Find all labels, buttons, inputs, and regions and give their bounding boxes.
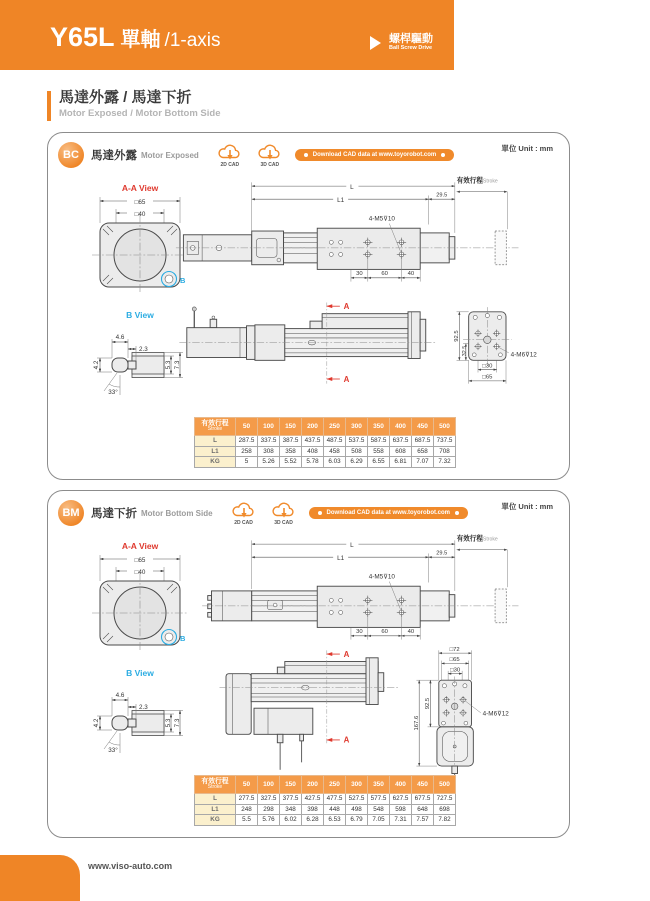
- value-cell: 327.5: [258, 794, 280, 805]
- value-cell: 708: [434, 446, 456, 457]
- dim-label: 4-M6⊽12: [482, 710, 509, 718]
- stroke-column-header: 50: [236, 776, 258, 794]
- dim-label: 30: [356, 629, 363, 636]
- value-cell: 498: [346, 804, 368, 815]
- value-cell: 7.32: [434, 457, 456, 468]
- stroke-column-header: 350: [368, 776, 390, 794]
- value-cell: 677.5: [412, 794, 434, 805]
- value-cell: 377.5: [280, 794, 302, 805]
- value-cell: 648: [412, 804, 434, 815]
- value-cell: 698: [434, 804, 456, 815]
- dim-label: 92.5: [425, 697, 431, 710]
- value-cell: 458: [324, 446, 346, 457]
- value-cell: 5: [236, 457, 258, 468]
- stroke-column-header: 150: [280, 418, 302, 436]
- stroke-column-header: 450: [412, 418, 434, 436]
- dim-label: 40: [407, 629, 415, 636]
- value-cell: 558: [368, 446, 390, 457]
- row-label-cell: L1: [195, 446, 236, 457]
- unit-label: 單位 Unit : mm: [501, 502, 553, 511]
- value-cell: 598: [390, 804, 412, 815]
- bm-spec-table: [194, 775, 456, 826]
- accent-bar: [47, 91, 51, 121]
- stroke-column-header: 300: [346, 418, 368, 436]
- value-cell: 6.03: [324, 457, 346, 468]
- value-cell: 687.5: [412, 436, 434, 447]
- dim-label: 4-M5⊽10: [368, 215, 395, 223]
- row-label-cell: L: [195, 436, 236, 447]
- value-cell: 5.26: [258, 457, 280, 468]
- dim-label: 4.6: [115, 692, 125, 699]
- title-axis: /1-axis: [164, 30, 221, 51]
- dim-label: □65: [134, 199, 146, 206]
- value-cell: 7.57: [412, 815, 434, 826]
- cloud-download-icon: [231, 501, 257, 519]
- table-row: [195, 446, 456, 457]
- b-marker-label: B: [180, 276, 186, 285]
- cad-2d-label: 2D CAD: [220, 161, 240, 168]
- cad-3d-label: 3D CAD: [260, 161, 280, 168]
- stroke-column-header: 200: [302, 776, 324, 794]
- value-cell: 637.5: [390, 436, 412, 447]
- value-cell: 737.5: [434, 436, 456, 447]
- dim-label: 167.6: [413, 715, 420, 731]
- value-cell: 298: [258, 804, 280, 815]
- bc-spec-table: [194, 417, 456, 468]
- section-a-label: A: [343, 649, 350, 659]
- aa-view-title: A-A View: [121, 541, 159, 551]
- unit-label: 單位 Unit : mm: [501, 144, 553, 153]
- b-view-title: B View: [126, 310, 154, 320]
- value-cell: 508: [346, 446, 368, 457]
- dim-label: □65: [482, 374, 493, 381]
- stroke-column-header: 250: [324, 776, 346, 794]
- stroke-column-header: 300: [346, 776, 368, 794]
- value-cell: 277.5: [236, 794, 258, 805]
- section-a-label: A: [343, 302, 350, 311]
- value-cell: 6.81: [390, 457, 412, 468]
- cloud-download-icon: [217, 143, 243, 161]
- value-cell: 7.07: [412, 457, 434, 468]
- dim-label: 92.5: [453, 330, 460, 342]
- value-cell: 408: [302, 446, 324, 457]
- dim-label: 33°: [108, 389, 118, 396]
- value-cell: 308: [258, 446, 280, 457]
- bc-top-view-drawing: [174, 173, 614, 290]
- bc-side-view-drawing: [174, 295, 614, 407]
- dim-label: 33°: [108, 747, 118, 754]
- download-cad-link[interactable]: Download CAD data at www.toyorobot.com: [309, 507, 468, 519]
- stroke-column-header: 150: [280, 776, 302, 794]
- value-cell: 658: [412, 446, 434, 457]
- dim-label: 2.3: [139, 704, 148, 711]
- cad-2d-button[interactable]: [227, 501, 261, 526]
- dim-label: L1: [337, 197, 345, 205]
- value-cell: 587.5: [368, 436, 390, 447]
- stroke-column-header: 50: [236, 418, 258, 436]
- dim-label: 29.5: [436, 192, 448, 199]
- dim-label: 4-M5⊽10: [368, 573, 395, 581]
- dim-label: □65: [134, 557, 146, 564]
- value-cell: 477.5: [324, 794, 346, 805]
- value-cell: 398: [302, 804, 324, 815]
- value-cell: 248: [236, 804, 258, 815]
- value-cell: 5.78: [302, 457, 324, 468]
- stroke-column-header: 400: [390, 418, 412, 436]
- value-cell: 6.02: [280, 815, 302, 826]
- panel-bc-header: [58, 141, 454, 169]
- dim-label: 30: [356, 271, 363, 278]
- panel-code-badge: BM: [58, 500, 84, 526]
- stroke-header-cell: 有效行程 Stroke: [195, 776, 236, 794]
- section-heading: [47, 88, 221, 120]
- dim-label: 4.6: [115, 334, 125, 341]
- panel-motor-bottom-side: [47, 490, 570, 838]
- table-row: [195, 815, 456, 826]
- dim-label: 5.3: [165, 718, 172, 728]
- value-cell: 5.52: [280, 457, 302, 468]
- dim-label: L: [350, 183, 354, 191]
- value-cell: 537.5: [346, 436, 368, 447]
- row-label-cell: KG: [195, 815, 236, 826]
- value-cell: 337.5: [258, 436, 280, 447]
- page-header: [0, 0, 454, 70]
- table-header-row: [195, 418, 456, 436]
- row-label-cell: L1: [195, 804, 236, 815]
- panel-motor-exposed: [47, 132, 570, 480]
- value-cell: 5.5: [236, 815, 258, 826]
- cad-download-icons: [227, 501, 301, 526]
- value-cell: 7.05: [368, 815, 390, 826]
- value-cell: 608: [390, 446, 412, 457]
- cad-3d-button[interactable]: [253, 143, 287, 168]
- value-cell: 6.79: [346, 815, 368, 826]
- dim-label: □40: [134, 211, 146, 218]
- value-cell: 577.5: [368, 794, 390, 805]
- panel-code-badge: BC: [58, 142, 84, 168]
- dim-label: 60: [381, 271, 388, 278]
- dim-label: 5.3: [165, 360, 172, 370]
- section-title-en: Motor Exposed / Motor Bottom Side: [59, 108, 221, 119]
- dim-label: □72: [449, 646, 460, 653]
- table-row: [195, 457, 456, 468]
- panel-title-cn: 馬達下折: [91, 508, 137, 520]
- value-cell: 7.82: [434, 815, 456, 826]
- value-cell: 5.76: [258, 815, 280, 826]
- footer-orange-tab: [0, 855, 80, 901]
- footer-url: www.viso-auto.com: [88, 861, 173, 871]
- dim-label: 4.2: [93, 718, 100, 728]
- section-a-label: A: [343, 374, 350, 384]
- download-cad-link[interactable]: Download CAD data at www.toyorobot.com: [295, 149, 454, 161]
- dim-label: L1: [337, 555, 345, 563]
- badge-en: Ball Screw Drive: [389, 45, 433, 51]
- model-name: Y65L: [50, 22, 115, 52]
- value-cell: 7.31: [390, 815, 412, 826]
- value-cell: 358: [280, 446, 302, 457]
- panel-bm-header: [58, 499, 468, 527]
- row-label-cell: KG: [195, 457, 236, 468]
- play-triangle-icon: [370, 36, 381, 50]
- b-view-title: B View: [126, 668, 154, 678]
- table-row: [195, 804, 456, 815]
- dim-label: □30: [450, 667, 461, 674]
- bm-top-view-drawing: [174, 531, 614, 648]
- value-cell: 6.28: [302, 815, 324, 826]
- value-cell: 287.5: [236, 436, 258, 447]
- section-title-cn: 馬達外露 / 馬達下折: [59, 89, 192, 106]
- row-label-cell: L: [195, 794, 236, 805]
- value-cell: 437.5: [302, 436, 324, 447]
- value-cell: 427.5: [302, 794, 324, 805]
- cloud-download-icon: [257, 143, 283, 161]
- dim-label: 4.2: [93, 360, 100, 370]
- value-cell: 6.29: [346, 457, 368, 468]
- value-cell: 6.53: [324, 815, 346, 826]
- dim-label: □40: [134, 569, 146, 576]
- title-cn: 單軸: [120, 29, 161, 51]
- value-cell: 348: [280, 804, 302, 815]
- dim-label: 7.3: [174, 718, 181, 728]
- dim-label: 40: [407, 271, 415, 278]
- stroke-column-header: 500: [434, 418, 456, 436]
- stroke-dim-label: 有效行程Stroke: [456, 177, 498, 185]
- panel-title-cn: 馬達外露: [91, 150, 137, 162]
- stroke-column-header: 350: [368, 418, 390, 436]
- value-cell: 548: [368, 804, 390, 815]
- cad-2d-label: 2D CAD: [234, 519, 253, 526]
- stroke-dim-label: 有效行程Stroke: [456, 535, 498, 543]
- dim-label: □65: [449, 657, 460, 664]
- value-cell: 527.5: [346, 794, 368, 805]
- badge-cn: 螺桿驅動: [389, 33, 433, 45]
- panel-title-en: Motor Bottom Side: [141, 508, 213, 518]
- stroke-column-header: 450: [412, 776, 434, 794]
- stroke-column-header: 400: [390, 776, 412, 794]
- value-cell: 387.5: [280, 436, 302, 447]
- cad-2d-button[interactable]: [213, 143, 247, 168]
- cad-3d-button[interactable]: [267, 501, 301, 526]
- value-cell: 627.5: [390, 794, 412, 805]
- table-row: [195, 794, 456, 805]
- stroke-header-cell: 有效行程 Stroke: [195, 418, 236, 436]
- dim-label: 4-M6⊽12: [510, 351, 537, 359]
- value-cell: 487.5: [324, 436, 346, 447]
- cloud-download-icon: [271, 501, 297, 519]
- table-row: [195, 436, 456, 447]
- table-header-row: [195, 776, 456, 794]
- value-cell: 727.5: [434, 794, 456, 805]
- value-cell: 258: [236, 446, 258, 457]
- stroke-column-header: 100: [258, 776, 280, 794]
- stroke-column-header: 100: [258, 418, 280, 436]
- dim-label: 7.3: [174, 360, 181, 370]
- panel-title-en: Motor Exposed: [141, 150, 199, 160]
- dim-label: 2.3: [139, 346, 148, 353]
- aa-view-title: A-A View: [121, 183, 159, 193]
- dim-label: 60: [381, 629, 388, 636]
- dim-label: L: [350, 541, 354, 549]
- value-cell: 448: [324, 804, 346, 815]
- stroke-column-header: 250: [324, 418, 346, 436]
- b-marker-label: B: [180, 634, 186, 643]
- value-cell: 6.55: [368, 457, 390, 468]
- drive-type-badge: [370, 33, 433, 52]
- stroke-column-header: 500: [434, 776, 456, 794]
- page-title: [50, 22, 221, 53]
- dim-label: 32.5: [461, 345, 468, 357]
- bm-side-view-drawing: [174, 641, 614, 781]
- dim-label: 29.5: [436, 550, 448, 557]
- stroke-column-header: 200: [302, 418, 324, 436]
- cad-download-icons: [213, 143, 287, 168]
- dim-label: □30: [482, 363, 493, 370]
- section-a-label: A: [343, 735, 350, 745]
- cad-3d-label: 3D CAD: [274, 519, 293, 526]
